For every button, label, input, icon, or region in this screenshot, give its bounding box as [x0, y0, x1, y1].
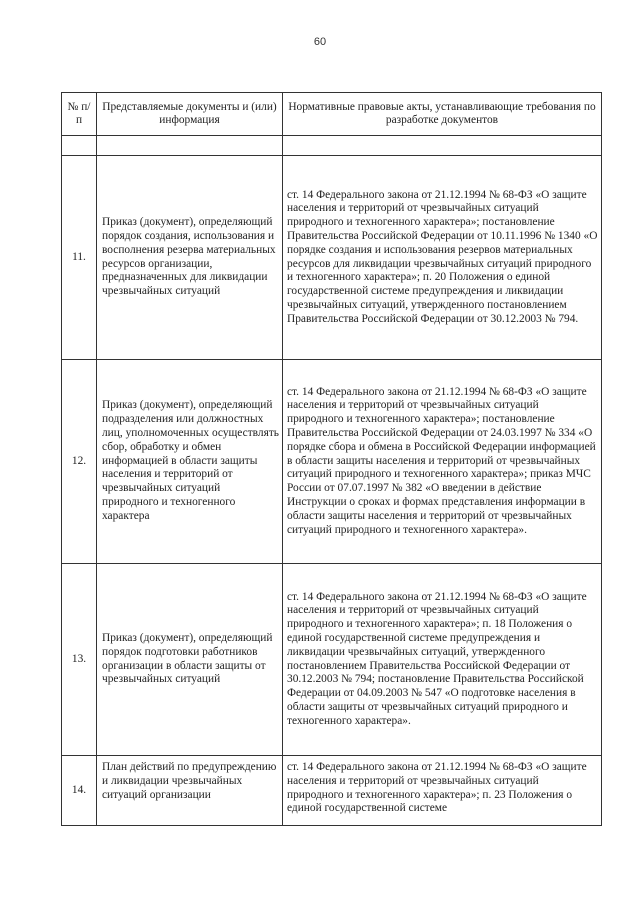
- table-row: [62, 360, 602, 564]
- row-number: 13.: [62, 564, 97, 756]
- row-document: Приказ (документ), определяющий порядок подготовки работников организации в области защиты от чрезвычайных ситуаций: [97, 564, 283, 756]
- row-legal-acts: ст. 14 Федерального закона от 21.12.1994 № 68-ФЗ «О защите населения и территорий от чрезвычайных ситуаций природного и техногенного характера»; постановление Правительства Российской Федерации от 24.03.1997 № 334 «О порядке сбора и обмена в Российской Федерации информацией в области защиты населения и территорий от чрезвычайных ситуаций природного и техногенного характера»; приказ МЧС России от 07.07.1997 № 382 «О введении в действие Инструкции о сроках и формах представления информации в области защиты населения и территорий от чрезвычайных ситуаций природного и техногенного характера».: [283, 360, 602, 564]
- requirements-table: [61, 92, 602, 826]
- row-legal-acts: ст. 14 Федерального закона от 21.12.1994 № 68-ФЗ «О защите населения и территорий от чрезвычайных ситуаций природного и техногенного характера»; п. 23 Положения о единой государственной системе: [283, 756, 602, 826]
- row-document: Приказ (документ), определяющий подразделения или должностных лиц, уполномоченных осуществлять сбор, обработку и обмен информацией в области защиты населения и территорий от чрезвычайных ситуаций природного и техногенного характера: [97, 360, 283, 564]
- empty-cell: [283, 136, 602, 156]
- table-row-empty: [62, 136, 602, 156]
- row-document: План действий по предупреждению и ликвидации чрезвычайных ситуаций организации: [97, 756, 283, 826]
- row-number: 14.: [62, 756, 97, 826]
- page-number: 60: [313, 36, 327, 48]
- table-header-row: [62, 93, 602, 136]
- empty-cell: [62, 136, 97, 156]
- table-row: [62, 156, 602, 360]
- header-legal-acts: Нормативные правовые акты, устанавливающие требования по разработке документов: [283, 93, 602, 136]
- header-documents: Представляемые документы и (или) информация: [97, 93, 283, 136]
- table-row: [62, 564, 602, 756]
- empty-cell: [97, 136, 283, 156]
- row-legal-acts: ст. 14 Федерального закона от 21.12.1994 № 68-ФЗ «О защите населения и территорий от чрезвычайных ситуаций природного и техногенного характера»; п. 18 Положения о единой государственной системе предупреждения и ликвидации чрезвычайных ситуаций, утвержденного постановлением Правительства Российской Федерации от 30.12.2003 № 794; постановление Правительства Российской Федерации от 04.09.2003 № 547 «О подготовке населения в области защиты от чрезвычайных ситуаций природного и техногенного характера».: [283, 564, 602, 756]
- table-row: [62, 756, 602, 826]
- header-number: № п/п: [62, 93, 97, 136]
- row-number: 11.: [62, 156, 97, 360]
- row-legal-acts: ст. 14 Федерального закона от 21.12.1994 № 68-ФЗ «О защите населения и территорий от чрезвычайных ситуаций природного и техногенного характера»; постановление Правительства Российской Федерации от 10.11.1996 № 1340 «О порядке создания и использования резервов материальных ресурсов для ликвидации чрезвычайных ситуаций природного и техногенного характера»; п. 20 Положения о единой государственной системе предупреждения и ликвидации чрезвычайных ситуаций, утвержденного постановлением Правительства Российской Федерации от 30.12.2003 № 794.: [283, 156, 602, 360]
- row-document: Приказ (документ), определяющий порядок создания, использования и восполнения резерва материальных ресурсов организации, предназначенных для ликвидации чрезвычайных ситуаций: [97, 156, 283, 360]
- row-number: 12.: [62, 360, 97, 564]
